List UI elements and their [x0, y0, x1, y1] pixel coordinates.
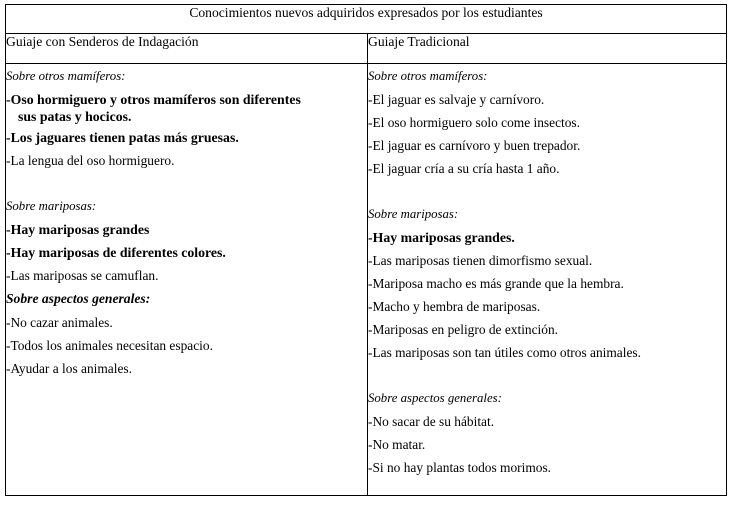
table-body-row: [6, 64, 727, 496]
list-item: -No sacar de su hábitat.: [368, 414, 495, 429]
list-item: -Los jaguares tienen patas más gruesas.: [6, 130, 239, 145]
column-header-traditional: Guiaje Tradicional: [368, 34, 727, 64]
section-title-butterflies: Sobre mariposas:: [6, 199, 97, 213]
list-item: -Las mariposas son tan útiles como otros animales.: [368, 345, 641, 360]
section-title-mammals: Sobre otros mamíferos:: [368, 69, 488, 83]
table-title: Conocimientos nuevos adquiridos expresados por los estudiantes: [6, 5, 727, 34]
list-item-text: -Oso hormiguero y otros mamíferos son diferentes: [6, 92, 301, 107]
list-item: -Las mariposas tienen dimorfismo sexual.: [368, 253, 593, 268]
list-item: -No matar.: [368, 437, 426, 452]
section-spacer: [6, 172, 367, 194]
list-item: -Si no hay plantas todos morimos.: [368, 460, 551, 475]
section-title-butterflies: Sobre mariposas:: [368, 207, 459, 221]
traditional-column-content: [368, 64, 727, 496]
list-item: -Mariposa macho es más grande que la hembra.: [368, 276, 624, 291]
list-item: -No cazar animales.: [6, 315, 113, 330]
inquiry-column-content: [6, 64, 368, 496]
section-title-general: Sobre aspectos generales:: [6, 291, 151, 306]
list-item: -Hay mariposas grandes.: [368, 230, 515, 245]
list-item: -Las mariposas se camuflan.: [6, 268, 159, 283]
list-item: -Mariposas en peligro de extinción.: [368, 322, 559, 337]
list-item: -La lengua del oso hormiguero.: [6, 153, 175, 168]
list-item: [6, 88, 367, 126]
list-item: -Macho y hembra de mariposas.: [368, 299, 541, 314]
list-item: -Hay mariposas de diferentes colores.: [6, 245, 226, 260]
section-title-general: Sobre aspectos generales:: [368, 391, 502, 405]
list-item-continuation: sus patas y hocicos.: [18, 109, 132, 124]
section-spacer: [368, 180, 726, 202]
knowledge-table: [5, 4, 727, 496]
list-item: -El jaguar cría a su cría hasta 1 año.: [368, 161, 560, 176]
table-header-row: [6, 34, 727, 64]
section-title-mammals: Sobre otros mamíferos:: [6, 69, 126, 83]
table-title-row: [6, 5, 727, 34]
list-item: -Hay mariposas grandes: [6, 222, 150, 237]
section-spacer: [368, 364, 726, 386]
column-header-inquiry: Guiaje con Senderos de Indagación: [6, 34, 368, 64]
list-item: -El jaguar es salvaje y carnívoro.: [368, 92, 545, 107]
list-item: -Ayudar a los animales.: [6, 361, 132, 376]
list-item: -El oso hormiguero solo come insectos.: [368, 115, 580, 130]
list-item: -El jaguar es carnívoro y buen trepador.: [368, 138, 581, 153]
list-item: -Todos los animales necesitan espacio.: [6, 338, 213, 353]
